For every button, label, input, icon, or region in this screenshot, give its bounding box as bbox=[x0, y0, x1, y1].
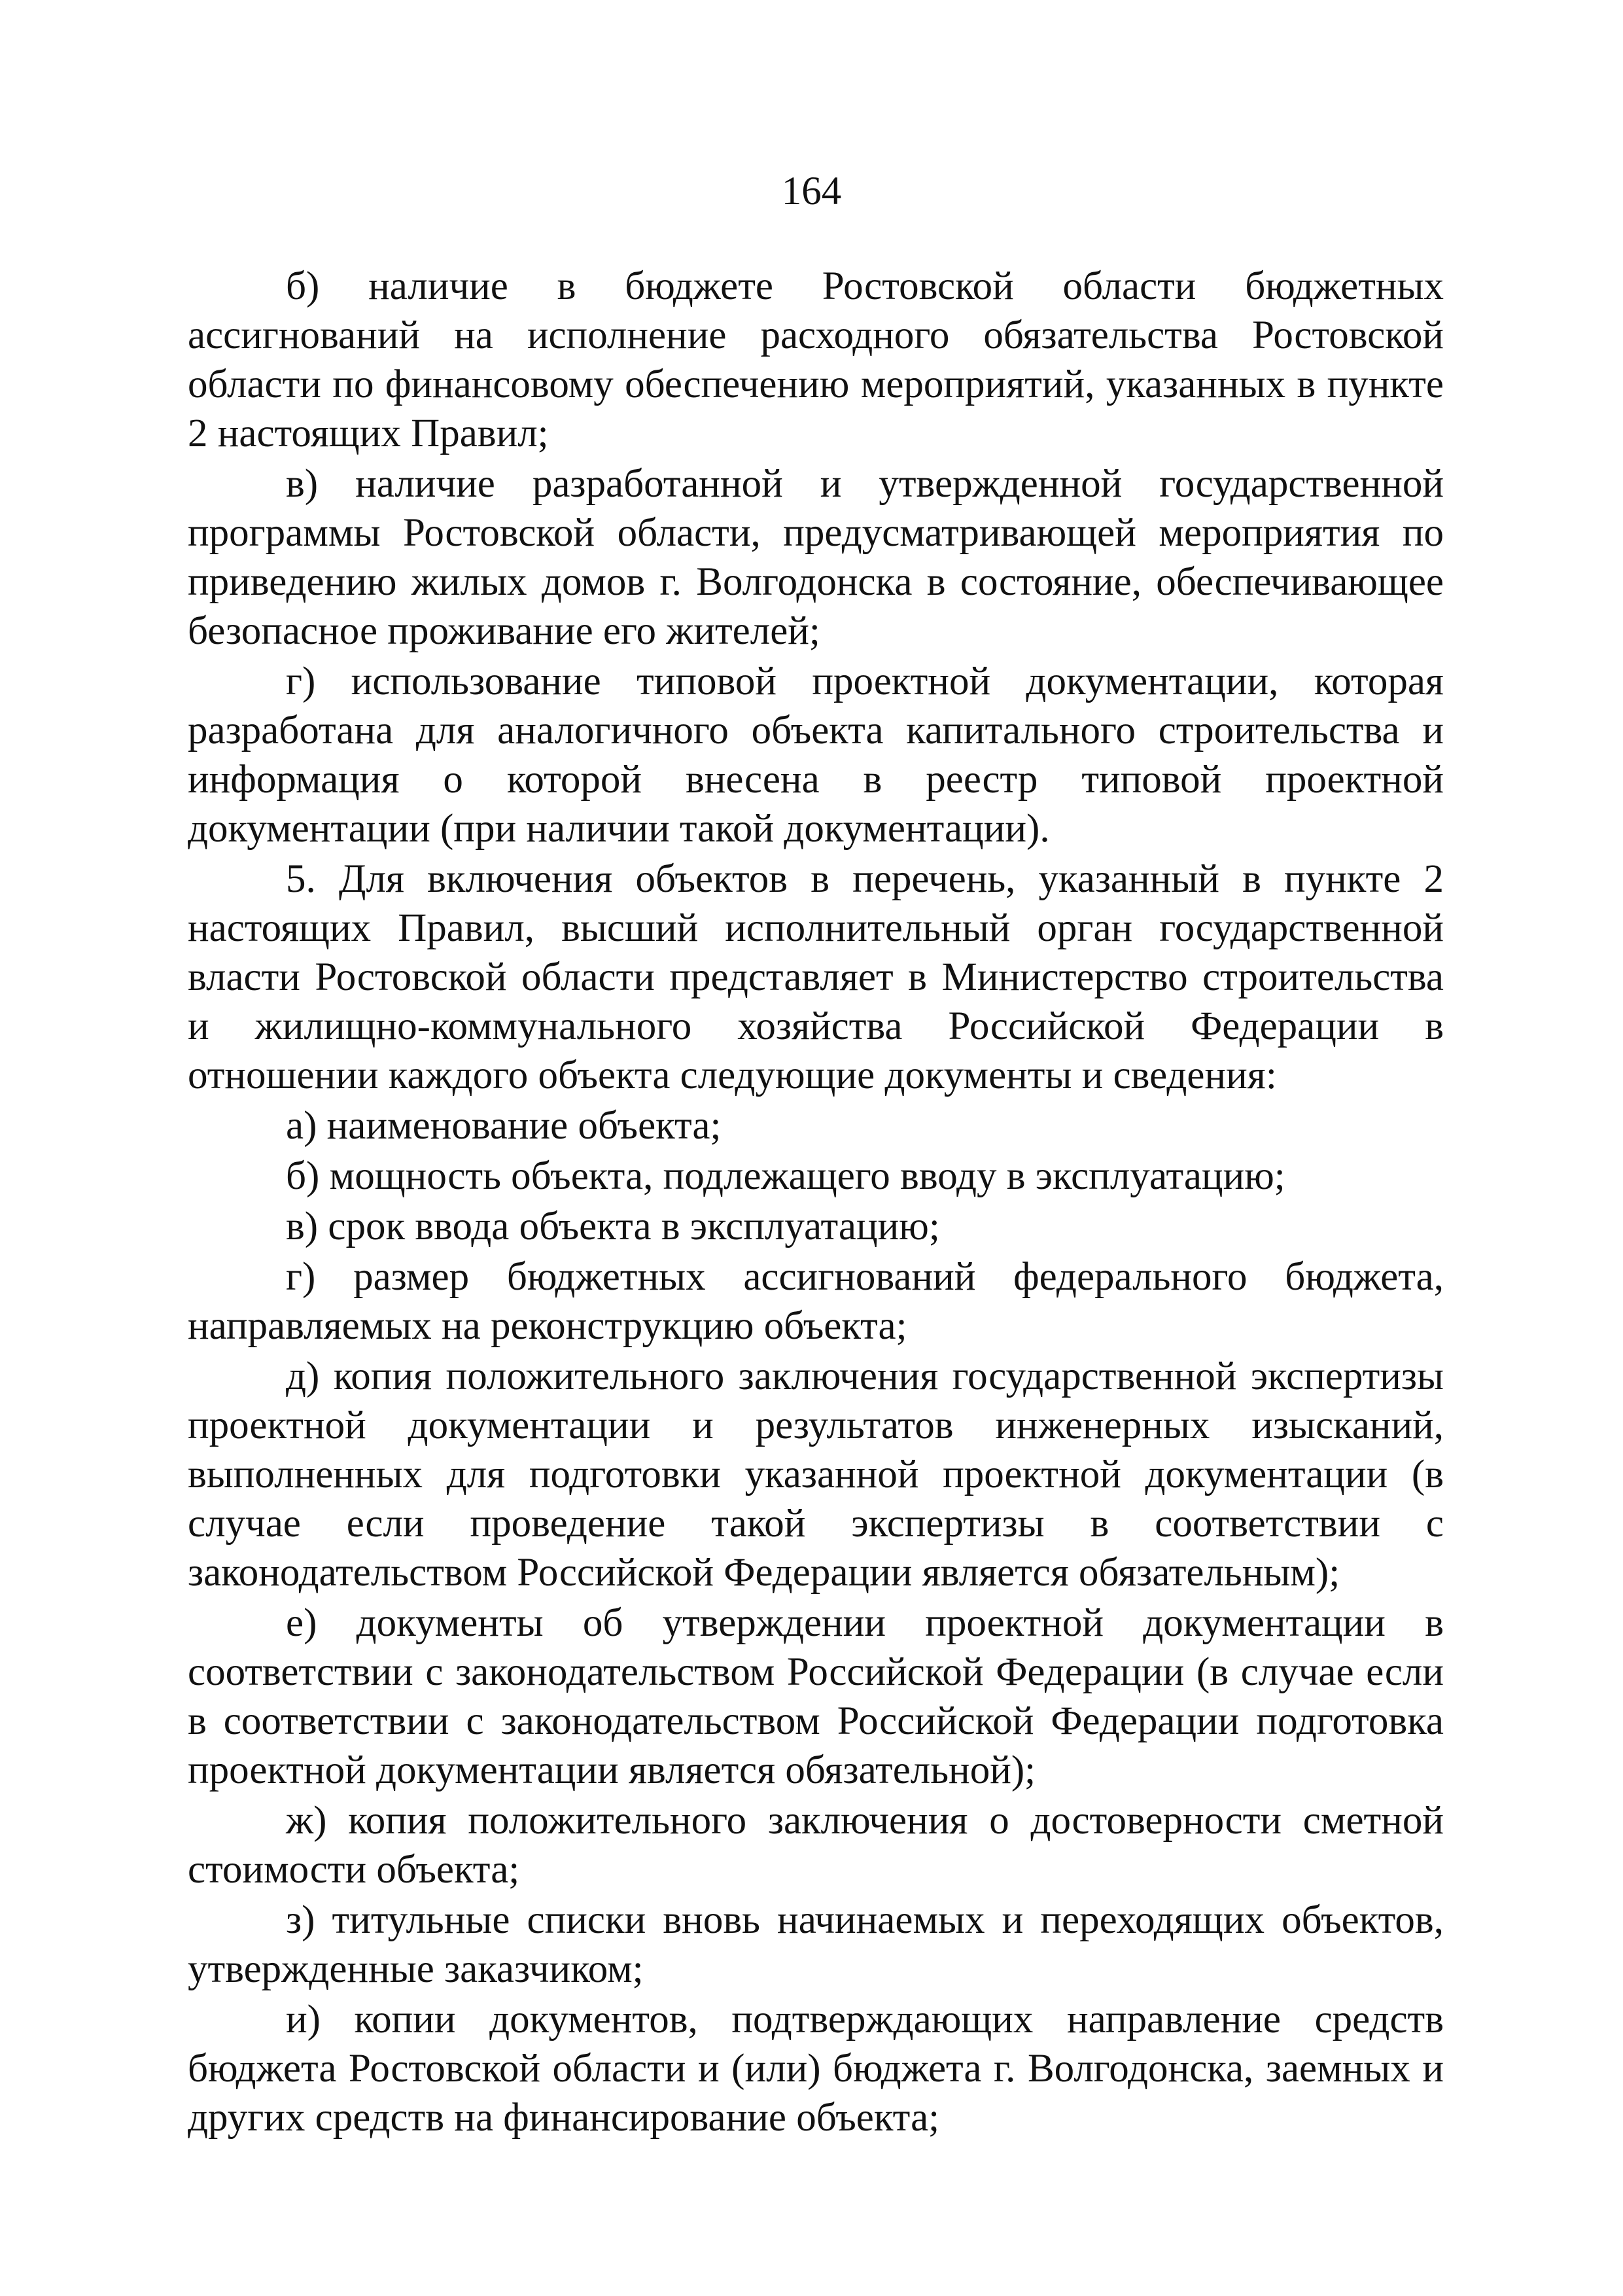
paragraph-item-d-expertise: д) копия положительного заключения государственной экспертизы проектной документации и результатов инженерных изысканий, выполненных для подготовки указанной проектной документации (в случае если проведение такой экспертизы в соответствии с законодательством Российской Федерации является обязательным); bbox=[188, 1354, 1444, 1595]
paragraph-item-a-name: а) наименование объекта; bbox=[286, 1104, 722, 1148]
paragraph-item-b-capacity: б) мощность объекта, подлежащего вводу в эксплуатацию; bbox=[286, 1154, 1285, 1198]
paragraph-item-i-funding-docs: и) копии документов, подтверждающих направление средств бюджета Ростовской области и (или) бюджета г. Волгодонска, заемных и других средств на финансирование объекта; bbox=[188, 1998, 1444, 2140]
paragraph-item-zh-estimate: ж) копия положительного заключения о достоверности сметной стоимости объекта; bbox=[188, 1799, 1444, 1892]
paragraph-clause-5: 5. Для включения объектов в перечень, указанный в пункте 2 настоящих Правил, высший исполнительный орган государственной власти Ростовской области представляет в Министерство строительства и жилищно-коммунального хозяйства Российской Федерации в отношении каждого объекта следующие документы и сведения: bbox=[188, 857, 1444, 1097]
page-number: 164 bbox=[781, 169, 842, 213]
paragraph-item-e-approval: е) документы об утверждении проектной документации в соответствии с законодательством Российской Федерации (в случае если в соответствии с законодательством Российской Федерации подготовка проектной документации является обязательной); bbox=[188, 1601, 1444, 1792]
paragraph-item-g-typical-docs: г) использование типовой проектной документации, которая разработана для аналогичного объекта капитального строительства и информация о которой внесена в реестр типовой проектной документации (при наличии такой документации). bbox=[188, 660, 1444, 851]
document-body bbox=[188, 262, 1444, 2144]
paragraph-item-z-title-lists: з) титульные списки вновь начинаемых и переходящих объектов, утвержденные заказчиком; bbox=[188, 1898, 1444, 1991]
paragraph-item-b-budget: б) наличие в бюджете Ростовской области бюджетных ассигнований на исполнение расходного обязательства Ростовской области по финансовому обеспечению мероприятий, указанных в пункте 2 настоящих Правил; bbox=[188, 264, 1444, 455]
paragraph-item-v-program: в) наличие разработанной и утвержденной государственной программы Ростовской области, предусматривающей мероприятия по приведению жилых домов г. Волгодонска в состояние, обеспечивающее безопасное проживание его жителей; bbox=[188, 462, 1444, 653]
paragraph-item-v-deadline: в) срок ввода объекта в эксплуатацию; bbox=[286, 1205, 940, 1248]
paragraph-item-g-allocations: г) размер бюджетных ассигнований федерального бюджета, направляемых на реконструкцию объекта; bbox=[188, 1255, 1444, 1348]
